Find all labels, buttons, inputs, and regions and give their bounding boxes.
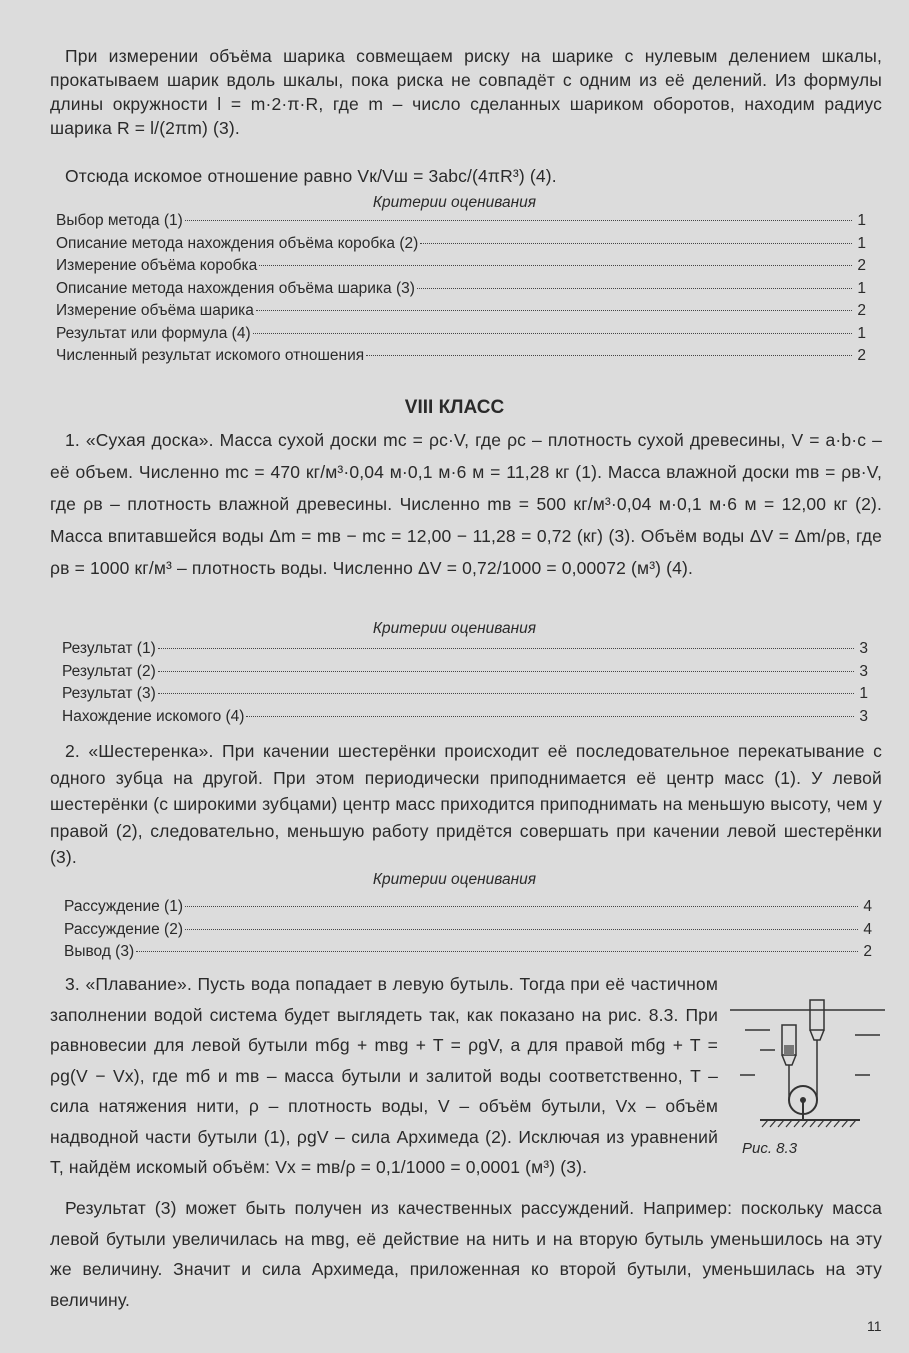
criteria-row — [56, 210, 866, 233]
intro-paragraph: При измерении объёма шарика совмещаем риску на шарике с нулевым делением шкалы, прокатываем шарик вдоль шкалы, пока риска не совпадёт с одним из её делений. Из формулы длины окружности l = m·2·π·R, где m – число сделанных шариком оборотов, находим радиус шарика R = l/(2πm) (3). — [50, 46, 882, 138]
criteria-label: Измерение объёма шарика — [56, 302, 254, 319]
criteria-points: 2 — [857, 257, 866, 274]
criteria-row — [56, 278, 866, 301]
criteria-row — [62, 638, 868, 661]
criteria-list — [62, 638, 868, 728]
leader-dots — [420, 243, 852, 244]
criteria-label: Описание метода нахождения объёма коробка (2) — [56, 234, 419, 252]
criteria-row — [62, 661, 868, 684]
criteria-label: Описание метода нахождения объёма шарика (3) — [56, 279, 415, 297]
criteria-row — [62, 683, 868, 706]
criteria-points: 1 — [857, 279, 866, 297]
criteria-label: Измерение объёма коробка — [56, 257, 258, 274]
leader-dots — [417, 288, 852, 289]
task2-text: 2. «Шестеренка». При качении шестерёнки происходит её последовательное перекатывание с одного зубца на другой. При этом периодически приподнимается её центр масс (1). У левой шестерёнки (с широкими зубцами) центр масс приходится приподнимать на меньшую высоту, чем у правой (2), следовательно, меньшую работу придётся совершать при качении левой шестерёнки (3). — [50, 741, 882, 867]
criteria-label: Вывод (3) — [64, 943, 135, 960]
criteria-row — [56, 345, 866, 368]
criteria-label: Рассуждение (1) — [64, 898, 183, 915]
criteria-points: 2 — [857, 302, 866, 319]
intro-conclusion: Отсюда искомое отношение равно Vк/Vш = 3abc/(4πR³) (4). — [65, 166, 557, 186]
criteria-title: Критерии оценивания — [372, 194, 537, 211]
criteria-row — [64, 941, 872, 964]
criteria-label: Численный результат искомого отношения — [56, 347, 365, 364]
criteria-row — [64, 919, 872, 942]
criteria-points: 1 — [859, 685, 868, 702]
criteria-row — [56, 323, 866, 346]
criteria-row — [56, 255, 866, 278]
criteria-row — [64, 896, 872, 919]
leader-dots — [136, 951, 858, 952]
page-number: 11 — [867, 1318, 882, 1334]
criteria-points: 2 — [863, 943, 872, 960]
leader-dots — [158, 693, 854, 694]
criteria-label: Результат (1) — [62, 640, 156, 657]
criteria-points: 3 — [859, 640, 868, 657]
task3-body: 3. «Плавание». Пусть вода попадает в левую бутыль. Тогда при её частичном заполнении водой система будет выглядеть так, как показано на рис. 8.3. При равновесии для левой бутыли mбg + mвg + T = ρgV, а для правой mбg + T = ρg(V − Vx), где mб и mв – масса бутыли и залитой воды соответственно, T – сила натяжения нити, ρ – плотность воды, V – объём бутыли, Vx – объём надводной части бутыли (1), ρgV – сила Архимеда (2). Исключая из уравнений T, найдём искомый объём: Vx = mв/ρ = 0,1/1000 = 0,0001 (м³) (3). — [50, 974, 718, 1177]
criteria-label: Результат (2) — [62, 662, 156, 680]
criteria-title: Критерии оценивания — [372, 871, 537, 888]
leader-dots — [158, 671, 854, 672]
criteria-points: 3 — [859, 662, 868, 680]
leader-dots — [185, 929, 858, 930]
criteria-points: 1 — [857, 324, 866, 342]
task3-conclusion: Результат (3) может быть получен из качественных рассуждений. Например: поскольку масса левой бутыли увеличилась на mвg, её действие на нить и на вторую бутыль уменьшилось на эту же величину. Значит и сила Архимеда, приложенная ко второй бутыли, уменьшилась на эту величину. — [50, 1198, 882, 1310]
task1-text: 1. «Сухая доска». Масса сухой доски mс = ρс·V, где ρс – плотность сухой древесины, V = a·b·c – её объем. Численно mс = 470 кг/м³·0,04 м·0,1 м·6 м = 11,28 кг (1). Масса влажной доски mв = ρв·V, где ρв – плотность влажной древесины. Численно mв = 500 кг/м³·0,04 м·0,1 м·6 м = 12,00 кг (2). Масса впитавшейся воды Δm = mв − mс = 12,00 − 11,28 = 0,72 (кг) (3). Объём воды ΔV = Δm/ρв, где ρв = 1000 кг/м³ – плотность воды. Численно ΔV = 0,72/1000 = 0,00072 (м³) (4). — [50, 430, 882, 578]
leader-dots — [246, 716, 854, 717]
criteria-points: 2 — [857, 347, 866, 364]
leader-dots — [259, 265, 852, 266]
criteria-label: Выбор метода (1) — [56, 212, 183, 229]
criteria-label: Нахождение искомого (4) — [62, 707, 245, 725]
criteria-row — [56, 300, 866, 323]
criteria-list — [56, 210, 866, 368]
criteria-row — [56, 233, 866, 256]
criteria-row — [62, 706, 868, 729]
criteria-points: 4 — [863, 920, 872, 938]
section-title: VIII КЛАСС — [404, 397, 505, 418]
criteria-title: Критерии оценивания — [372, 620, 537, 637]
leader-dots — [256, 310, 852, 311]
criteria-points: 1 — [857, 212, 866, 229]
leader-dots — [185, 220, 852, 221]
criteria-label: Результат или формула (4) — [56, 324, 251, 342]
criteria-points: 4 — [863, 898, 872, 915]
criteria-label: Рассуждение (2) — [64, 920, 183, 938]
leader-dots — [253, 333, 852, 334]
figure-caption: Рис. 8.3 — [742, 1140, 798, 1157]
criteria-points: 3 — [859, 707, 868, 725]
leader-dots — [158, 648, 854, 649]
criteria-label: Результат (3) — [62, 685, 156, 702]
criteria-points: 1 — [857, 234, 866, 252]
criteria-list — [64, 896, 872, 964]
leader-dots — [366, 355, 852, 356]
leader-dots — [185, 906, 858, 907]
